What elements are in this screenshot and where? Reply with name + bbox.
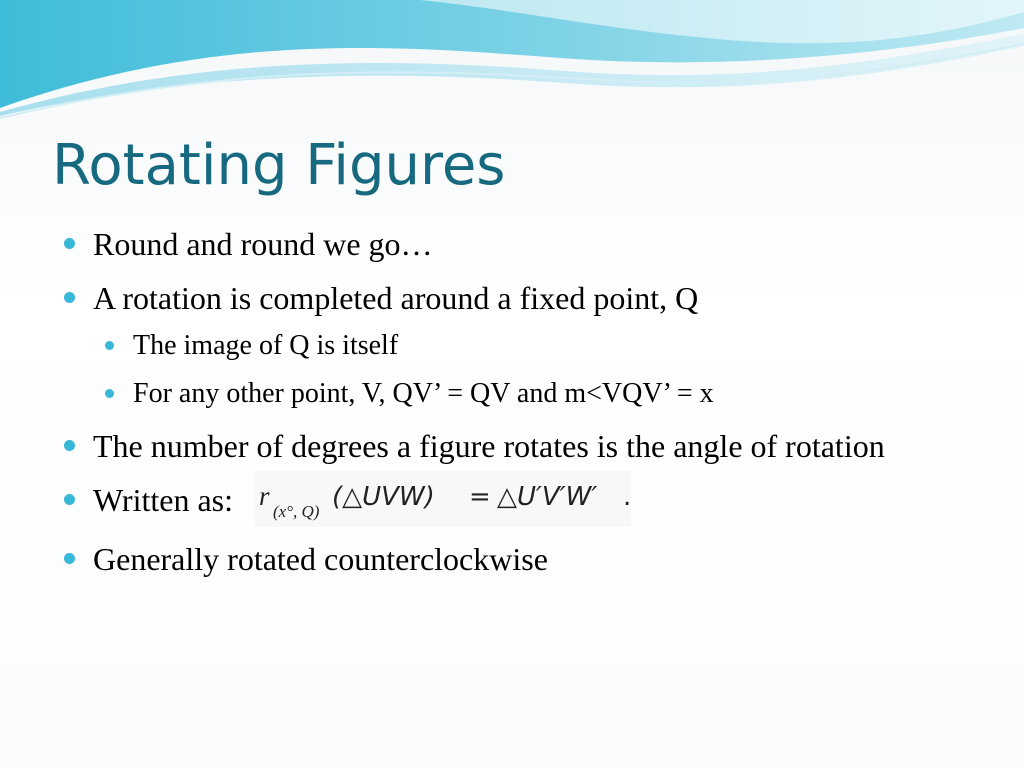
bullet-icon <box>64 440 75 451</box>
slide-title: Rotating Figures <box>52 133 506 198</box>
bullet-text: The number of degrees a figure rotates is the angle of rotation <box>93 428 885 464</box>
bullet-text: A rotation is completed around a fixed point, Q <box>93 280 699 316</box>
bullet-text: For any other point, V, QV’ = QV and m<VQV’ = x <box>133 378 714 409</box>
bullet-text: Written as: <box>93 482 233 518</box>
bullet-list <box>60 222 960 581</box>
sub-bullet-item <box>102 374 960 414</box>
bullet-icon <box>64 494 75 505</box>
bullet-item <box>60 276 960 320</box>
formula-r: r <box>259 480 270 511</box>
bullet-text: Round and round we go… <box>93 226 433 262</box>
formula-equals: = <box>469 481 491 512</box>
header-wave-decoration <box>0 0 1024 120</box>
formula-right: △U′V′W′ <box>497 481 598 512</box>
bullet-icon <box>64 553 75 564</box>
bullet-icon <box>105 389 114 398</box>
formula-period: . <box>623 481 631 512</box>
bullet-item <box>60 222 960 266</box>
bullet-item <box>60 537 960 581</box>
rotation-notation-formula <box>255 471 631 527</box>
bullet-item <box>60 478 960 527</box>
bullet-icon <box>105 341 114 350</box>
bullet-item <box>60 424 960 468</box>
bullet-icon <box>64 292 75 303</box>
sub-bullet-item <box>102 326 960 366</box>
bullet-icon <box>64 238 75 249</box>
bullet-text: Generally rotated counterclockwise <box>93 540 548 577</box>
formula-left: (△UVW) <box>332 481 435 512</box>
formula-subscript: (x°, Q) <box>273 501 320 521</box>
bullet-text: The image of Q is itself <box>133 330 399 361</box>
